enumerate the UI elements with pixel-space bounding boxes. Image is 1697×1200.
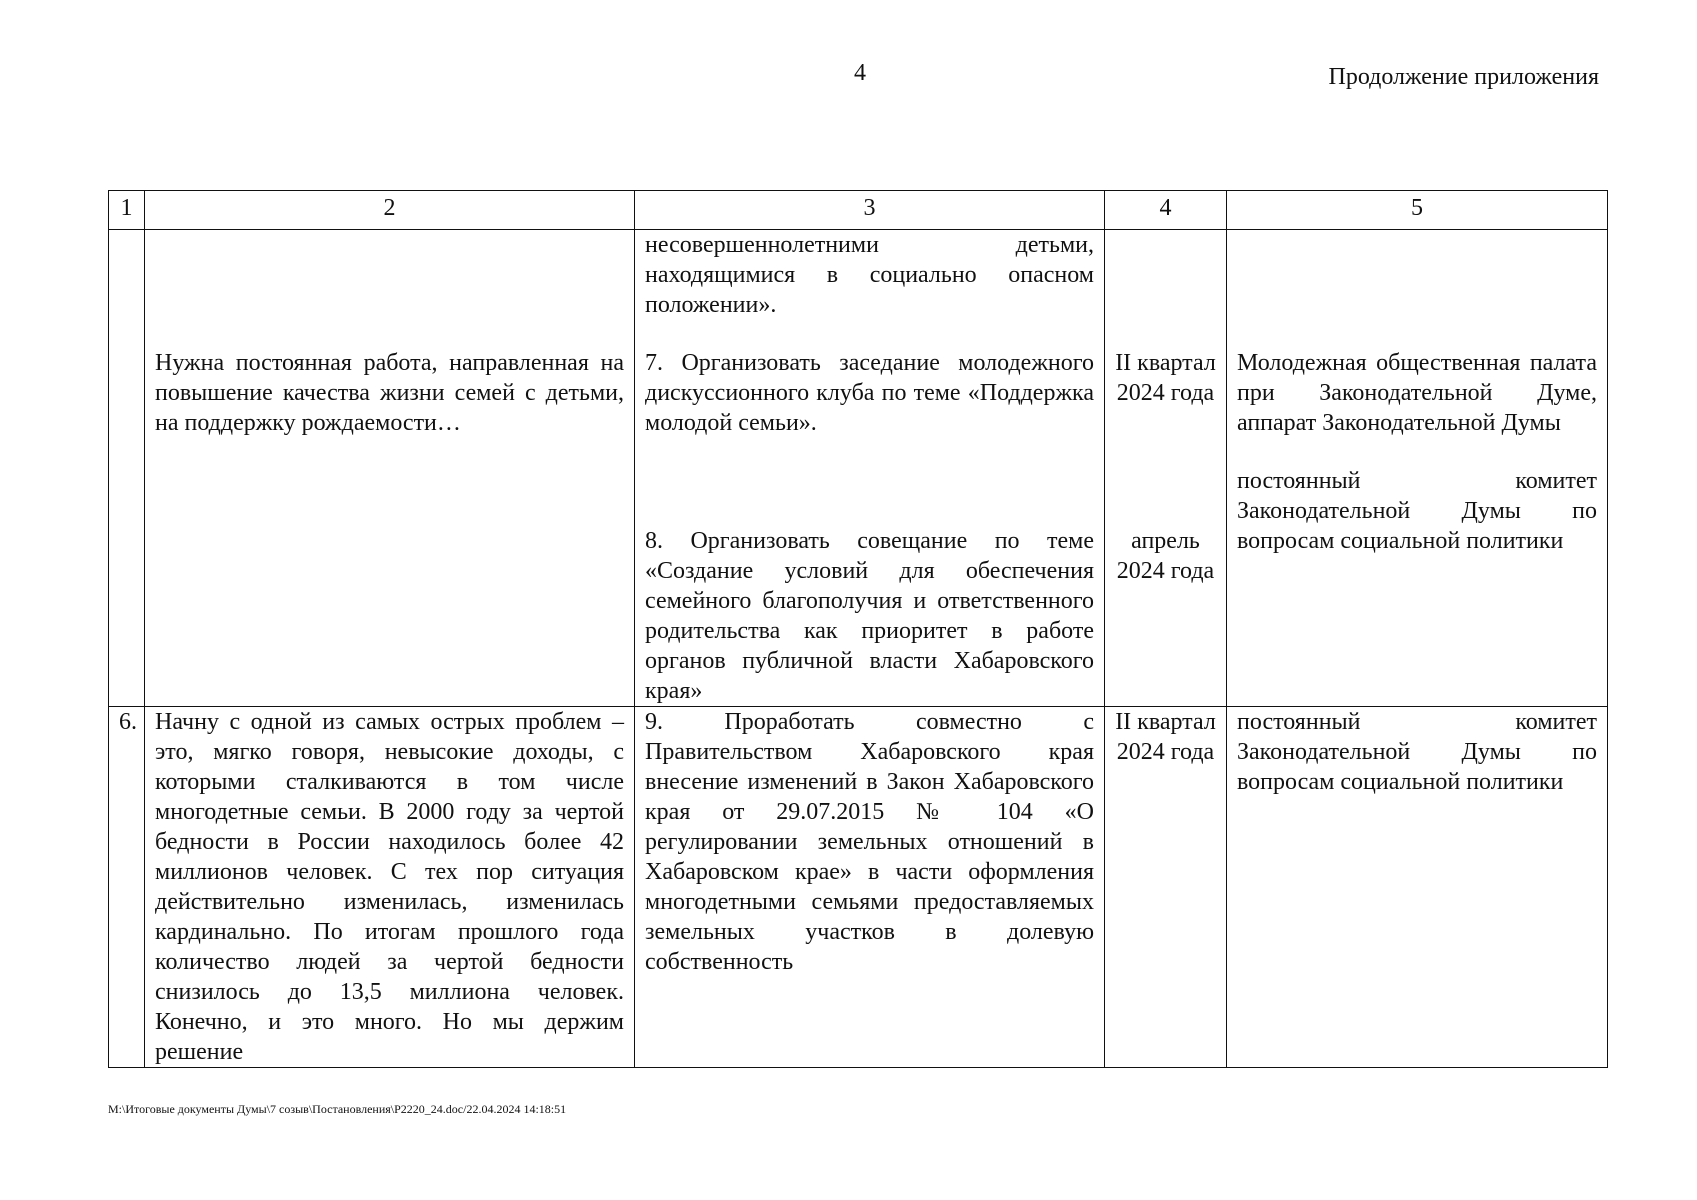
deadline-item-8: апрель 2024 года [1116,528,1215,584]
responsible-cell [1227,230,1608,707]
deadline-item-9: II квартал 2024 года [1105,707,1227,1068]
proposal-text: Начну с одной из самых острых проблем – это, мягко говоря, невысокие доходы, с которыми сталкиваются в том числе многодетные семьи. В 2000 году за чертой бедности в России находилось более 42 миллионов человек. С тех пор ситуация действительно изменилась, изменилась кардинально. По итогам прошлого года количество людей за чертой бедности снизилось до 13,5 миллиона человек. Конечно, и это много. Но мы держим решение [145,707,635,1068]
deadline-cell [1105,230,1227,707]
continuation-header: Продолжение приложения [1328,64,1599,90]
header-col-2: 2 [145,191,635,230]
appendix-table [108,190,1608,1068]
header-col-1: 1 [109,191,145,230]
table-header-row [109,191,1608,230]
deadline-item-7: II квартал 2024 года [1115,350,1216,406]
measure-item-9: 9. Проработать совместно с Правительством Хабаровского края внесение изменений в Закон Хабаровского края от 29.07.2015 № 104 «О регулировании земельных отношений в Хабаровском крае» в части оформления многодетными семьями предоставляемых земельных участков в долевую собственность [635,707,1105,1068]
proposal-cell [145,230,635,707]
responsible-item-7: Молодежная общественная палата при Законодательной Думе, аппарат Законодательной Думы [1237,350,1597,436]
row-number-cell: 6. [109,707,145,1068]
document-path-footer: M:\Итоговые документы Думы\7 созыв\Постановления\P2220_24.doc/22.04.2024 14:18:51 [108,1102,567,1116]
header-col-5: 5 [1227,191,1608,230]
row-number-cell [109,230,145,707]
table-row [109,707,1608,1068]
measure-item-8: 8. Организовать совещание по теме «Создание условий для обеспечения семейного благополучия и ответственного родительства как приоритет в работе органов публичной власти Хабаровского края» [645,528,1094,704]
measure-item-7: 7. Организовать заседание молодежного дискуссионного клуба по теме «Поддержка молодой семьи». [645,350,1094,436]
header-col-4: 4 [1105,191,1227,230]
measure-continued-text: несовершеннолетними детьми, находящимися в социально опасном положении». [645,232,1094,318]
page-number: 4 [854,60,866,86]
measures-cell [635,230,1105,707]
header-col-3: 3 [635,191,1105,230]
responsible-item-8: постоянный комитет Законодательной Думы по вопросам социальной политики [1237,468,1597,554]
responsible-item-9: постоянный комитет Законодательной Думы по вопросам социальной политики [1227,707,1608,1068]
table-row [109,230,1608,707]
proposal-text: Нужна постоянная работа, направленная на повышение качества жизни семей с детьми, на поддержку рождаемости… [155,350,624,436]
